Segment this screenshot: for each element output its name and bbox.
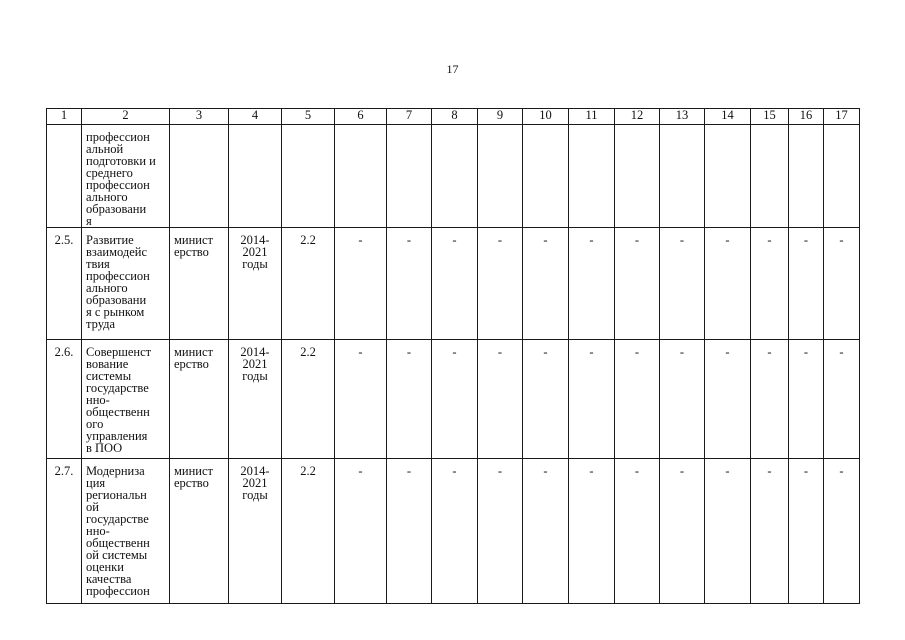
table-row bbox=[47, 340, 860, 459]
value-cell: - bbox=[387, 340, 432, 459]
measure-name-cell-line: среднего bbox=[86, 166, 133, 180]
value-cell bbox=[824, 125, 860, 228]
column-header: 5 bbox=[282, 109, 335, 125]
measure-name-cell-line: я bbox=[86, 214, 92, 228]
value-cell: - bbox=[432, 228, 478, 340]
value-cell: - bbox=[751, 459, 789, 604]
plan-table bbox=[46, 108, 860, 604]
value-cell: - bbox=[705, 228, 751, 340]
value-cell bbox=[523, 125, 569, 228]
value-cell: - bbox=[824, 459, 860, 604]
value-cell bbox=[660, 125, 705, 228]
value-cell bbox=[615, 125, 660, 228]
value-cell: - bbox=[387, 459, 432, 604]
term-cell-line: 2021 bbox=[242, 357, 268, 371]
measure-name-cell-line: управления bbox=[86, 429, 148, 443]
measure-name-cell-line: твия bbox=[86, 257, 110, 271]
measure-name-cell-line: профессион bbox=[86, 269, 150, 283]
measure-name-cell bbox=[82, 340, 170, 459]
value-cell: - bbox=[478, 228, 523, 340]
measure-name-cell-line: образовани bbox=[86, 202, 147, 216]
measure-name-cell-line: альной bbox=[86, 142, 124, 156]
measure-name-cell-line: профессион bbox=[86, 178, 150, 192]
column-header: 8 bbox=[432, 109, 478, 125]
indicator-code-cell: 2.2 bbox=[282, 340, 335, 459]
term-cell-line: 2021 bbox=[242, 476, 268, 490]
measure-name-cell bbox=[82, 228, 170, 340]
value-cell: - bbox=[335, 228, 387, 340]
measure-name-cell-line: общественн bbox=[86, 405, 150, 419]
measure-name-cell-line: Модерниза bbox=[86, 464, 145, 478]
column-header: 16 bbox=[789, 109, 824, 125]
term-cell bbox=[229, 459, 282, 604]
column-header: 13 bbox=[660, 109, 705, 125]
term-cell-line: 2021 bbox=[242, 245, 268, 259]
column-header: 7 bbox=[387, 109, 432, 125]
measure-name-cell-line: профессион bbox=[86, 584, 150, 598]
executor-cell-line: ерство bbox=[174, 476, 209, 490]
value-cell: - bbox=[523, 228, 569, 340]
measure-name-cell-line: образовани bbox=[86, 293, 147, 307]
indicator-code-cell: 2.2 bbox=[282, 459, 335, 604]
measure-name-cell-line: региональн bbox=[86, 488, 147, 502]
value-cell: - bbox=[387, 228, 432, 340]
value-cell bbox=[335, 125, 387, 228]
column-header: 12 bbox=[615, 109, 660, 125]
value-cell: - bbox=[569, 228, 615, 340]
column-header: 11 bbox=[569, 109, 615, 125]
measure-name-cell-line: оценки bbox=[86, 560, 124, 574]
measure-name-cell-line: профессион bbox=[86, 130, 150, 144]
executor-cell bbox=[170, 340, 229, 459]
value-cell: - bbox=[789, 340, 824, 459]
page-number: 17 bbox=[446, 62, 459, 76]
term-cell-line: 2014- bbox=[240, 464, 270, 478]
column-header: 3 bbox=[170, 109, 229, 125]
value-cell: - bbox=[432, 459, 478, 604]
value-cell: - bbox=[751, 228, 789, 340]
term-cell-line: 2014- bbox=[240, 345, 270, 359]
row-number-cell: 2.5. bbox=[47, 228, 82, 340]
measure-name-cell-line: ого bbox=[86, 417, 104, 431]
executor-cell-line: минист bbox=[174, 464, 213, 478]
indicator-code-cell bbox=[282, 125, 335, 228]
value-cell: - bbox=[789, 459, 824, 604]
term-cell-line: годы bbox=[242, 488, 268, 502]
column-header: 1 bbox=[47, 109, 82, 125]
measure-name-cell bbox=[82, 125, 170, 228]
row-number-cell: 2.6. bbox=[47, 340, 82, 459]
measure-name-cell-line: взаимодейс bbox=[86, 245, 148, 259]
term-cell-line: 2014- bbox=[240, 233, 270, 247]
measure-name-cell-line: вование bbox=[86, 357, 129, 371]
executor-cell bbox=[170, 228, 229, 340]
table-row bbox=[47, 459, 860, 604]
value-cell: - bbox=[751, 340, 789, 459]
value-cell bbox=[751, 125, 789, 228]
measure-name-cell-line: Совершенст bbox=[86, 345, 152, 359]
measure-name-cell-line: нно- bbox=[86, 524, 110, 538]
column-header: 2 bbox=[82, 109, 170, 125]
value-cell: - bbox=[478, 340, 523, 459]
executor-cell-line: ерство bbox=[174, 357, 209, 371]
value-cell: - bbox=[824, 340, 860, 459]
measure-name-cell-line: подготовки и bbox=[86, 154, 156, 168]
term-cell-line: годы bbox=[242, 257, 268, 271]
row-number-cell: 2.7. bbox=[47, 459, 82, 604]
value-cell: - bbox=[523, 459, 569, 604]
term-cell-line: годы bbox=[242, 369, 268, 383]
measure-name-cell bbox=[82, 459, 170, 604]
measure-name-cell-line: в ПОО bbox=[86, 441, 123, 455]
value-cell: - bbox=[523, 340, 569, 459]
value-cell bbox=[789, 125, 824, 228]
executor-cell bbox=[170, 459, 229, 604]
column-header: 6 bbox=[335, 109, 387, 125]
measure-name-cell-line: ция bbox=[86, 476, 106, 490]
column-header: 4 bbox=[229, 109, 282, 125]
value-cell: - bbox=[478, 459, 523, 604]
term-cell bbox=[229, 340, 282, 459]
measure-name-cell-line: государстве bbox=[86, 512, 149, 526]
term-cell bbox=[229, 125, 282, 228]
column-header: 14 bbox=[705, 109, 751, 125]
value-cell: - bbox=[660, 459, 705, 604]
value-cell bbox=[387, 125, 432, 228]
value-cell: - bbox=[615, 228, 660, 340]
value-cell: - bbox=[824, 228, 860, 340]
value-cell: - bbox=[432, 340, 478, 459]
measure-name-cell-line: качества bbox=[86, 572, 132, 586]
value-cell: - bbox=[660, 340, 705, 459]
value-cell bbox=[705, 125, 751, 228]
value-cell: - bbox=[569, 340, 615, 459]
column-header: 10 bbox=[523, 109, 569, 125]
measure-name-cell-line: ой bbox=[86, 500, 99, 514]
value-cell: - bbox=[335, 459, 387, 604]
term-cell bbox=[229, 228, 282, 340]
measure-name-cell-line: Развитие bbox=[86, 233, 134, 247]
column-header: 17 bbox=[824, 109, 860, 125]
value-cell bbox=[478, 125, 523, 228]
value-cell: - bbox=[335, 340, 387, 459]
value-cell: - bbox=[660, 228, 705, 340]
table-row bbox=[47, 228, 860, 340]
value-cell: - bbox=[615, 340, 660, 459]
measure-name-cell-line: ой системы bbox=[86, 548, 148, 562]
value-cell: - bbox=[615, 459, 660, 604]
measure-name-cell-line: ального bbox=[86, 190, 128, 204]
indicator-code-cell: 2.2 bbox=[282, 228, 335, 340]
column-header: 9 bbox=[478, 109, 523, 125]
value-cell bbox=[569, 125, 615, 228]
value-cell: - bbox=[789, 228, 824, 340]
measure-name-cell-line: государстве bbox=[86, 381, 149, 395]
executor-cell bbox=[170, 125, 229, 228]
value-cell: - bbox=[705, 340, 751, 459]
measure-name-cell-line: труда bbox=[86, 317, 116, 331]
table-row bbox=[47, 125, 860, 228]
executor-cell-line: ерство bbox=[174, 245, 209, 259]
column-header: 15 bbox=[751, 109, 789, 125]
measure-name-cell-line: системы bbox=[86, 369, 132, 383]
measure-name-cell-line: общественн bbox=[86, 536, 150, 550]
value-cell bbox=[432, 125, 478, 228]
measure-name-cell-line: ального bbox=[86, 281, 128, 295]
executor-cell-line: минист bbox=[174, 233, 213, 247]
measure-name-cell-line: я с рынком bbox=[86, 305, 145, 319]
measure-name-cell-line: нно- bbox=[86, 393, 110, 407]
executor-cell-line: минист bbox=[174, 345, 213, 359]
value-cell: - bbox=[705, 459, 751, 604]
row-number-cell bbox=[47, 125, 82, 228]
table-header-row bbox=[47, 109, 860, 125]
value-cell: - bbox=[569, 459, 615, 604]
